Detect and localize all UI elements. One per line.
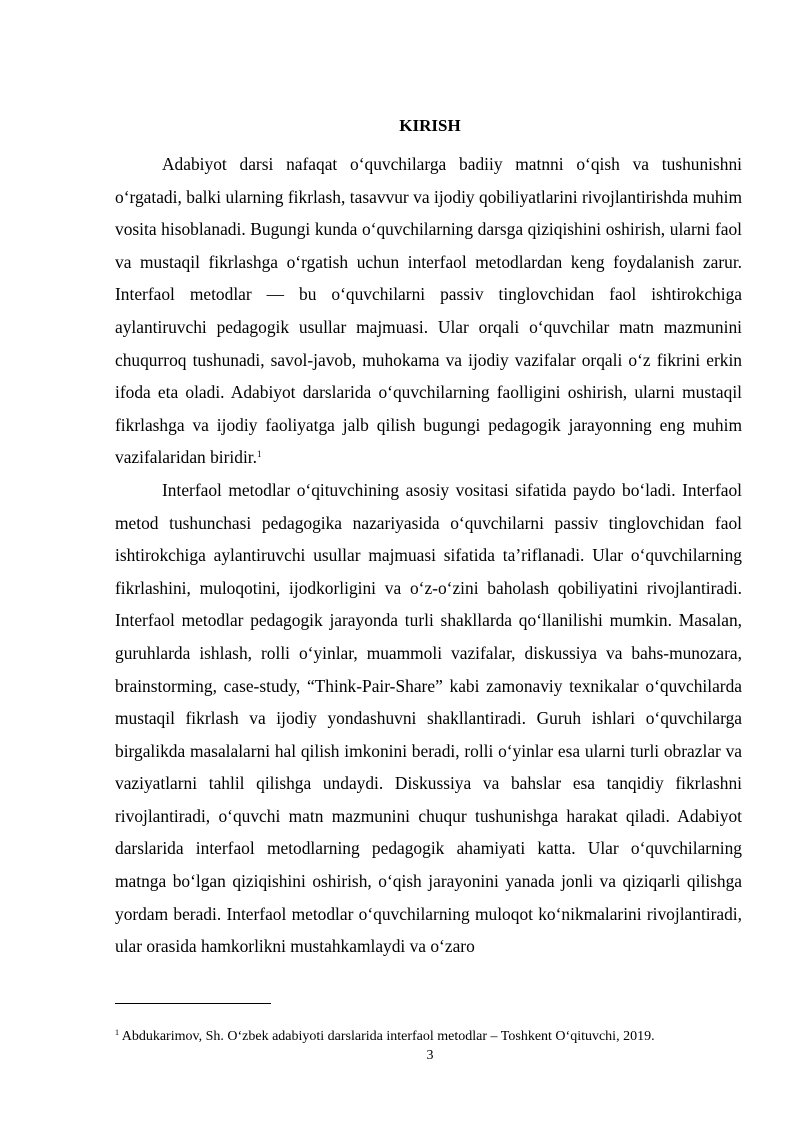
section-title: KIRISH xyxy=(399,116,461,135)
paragraph-1-text: Adabiyot darsi nafaqat o‘quvchilarga badiiy matnni o‘qish va tushunishni o‘rgatadi, balki ularning fikrlash, tasavvur va ijodiy qobiliyatlarini rivojlantirishda muhim vosita hisoblanadi. Bugungi kunda o‘quvchilarning darsga qiziqishini oshirish, ularni faol va mustaqil fikrlashga o‘rgatish uchun interfaol metodlardan keng foydalanish zarur. Interfaol metodlar — bu o‘quvchilarni passiv tinglovchidan faol ishtirokchiga aylantiruvchi pedagogik usullar majmuasi. Ular orqali o‘quvchilar matn mazmunini chuqurroq tushunadi, savol-javob, muhokama va ijodiy vazifalar orqali o‘z fikrini erkin ifoda eta oladi. Adabiyot darslarida o‘quvchilarning faolligini oshirish, ularni mustaqil fikrlashga va ijodiy faoliyatga jalb qilish bugungi pedagogik jarayonning eng muhim vazifalaridan biridir. xyxy=(115,154,742,468)
footnote-separator xyxy=(115,1003,271,1004)
footnote-reference[interactable]: 1 xyxy=(256,449,262,460)
body-text xyxy=(115,148,742,963)
footnote-marker: 1 xyxy=(115,1028,119,1037)
paragraph-1 xyxy=(115,148,742,474)
paragraph-2 xyxy=(115,474,742,963)
paragraph-2-text: Interfaol metodlar o‘qituvchining asosiy vositasi sifatida paydo bo‘ladi. Interfaol metod tushunchasi pedagogika nazariyasida o‘quvchilarni passiv tinglovchidan faol ishtirokchiga aylantiruvchi usullar majmuasi sifatida ta’riflanadi. Ular o‘quvchilarning fikrlashini, muloqotini, ijodkorligini va o‘z-o‘zini baholash qobiliyatini rivojlantiradi. Interfaol metodlar pedagogik jarayonda turli shakllarda qo‘llanilishi mumkin. Masalan, guruhlarda ishlash, rolli o‘yinlar, muammoli vazifalar, diskussiya va bahs-munozara, brainstorming, case-study, “Think-Pair-Share” kabi zamonaviy texnikalar o‘quvchilarda mustaqil fikrlash va ijodiy yondashuvni shakllantiradi. Guruh ishlari o‘quvchilarga birgalikda masalalarni hal qilish imkonini beradi, rolli o‘yinlar esa ularni turli obrazlar va vaziyatlarni tahlil qilishga undaydi. Diskussiya va bahslar esa tanqidiy fikrlashni rivojlantiradi, o‘quvchi matn mazmunini chuqur tushunishga harakat qiladi. Adabiyot darslarida interfaol metodlarning pedagogik ahamiyati katta. Ular o‘quvchilarning matnga bo‘lgan qiziqishini oshirish, o‘qish jarayonini yanada jonli va qiziqarli qilishga yordam beradi. Interfaol metodlar o‘quvchilarning muloqot ko‘nikmalarini rivojlantiradi, ular orasida hamkorlikni mustahkamlaydi va o‘zaro xyxy=(115,479,742,957)
footnote xyxy=(115,1028,755,1046)
page-number: 3 xyxy=(426,1048,434,1063)
footnote-text: Abdukarimov, Sh. O‘zbek adabiyoti darslarida interfaol metodlar – Toshkent O‘qituvchi, 2019. xyxy=(121,1029,655,1044)
